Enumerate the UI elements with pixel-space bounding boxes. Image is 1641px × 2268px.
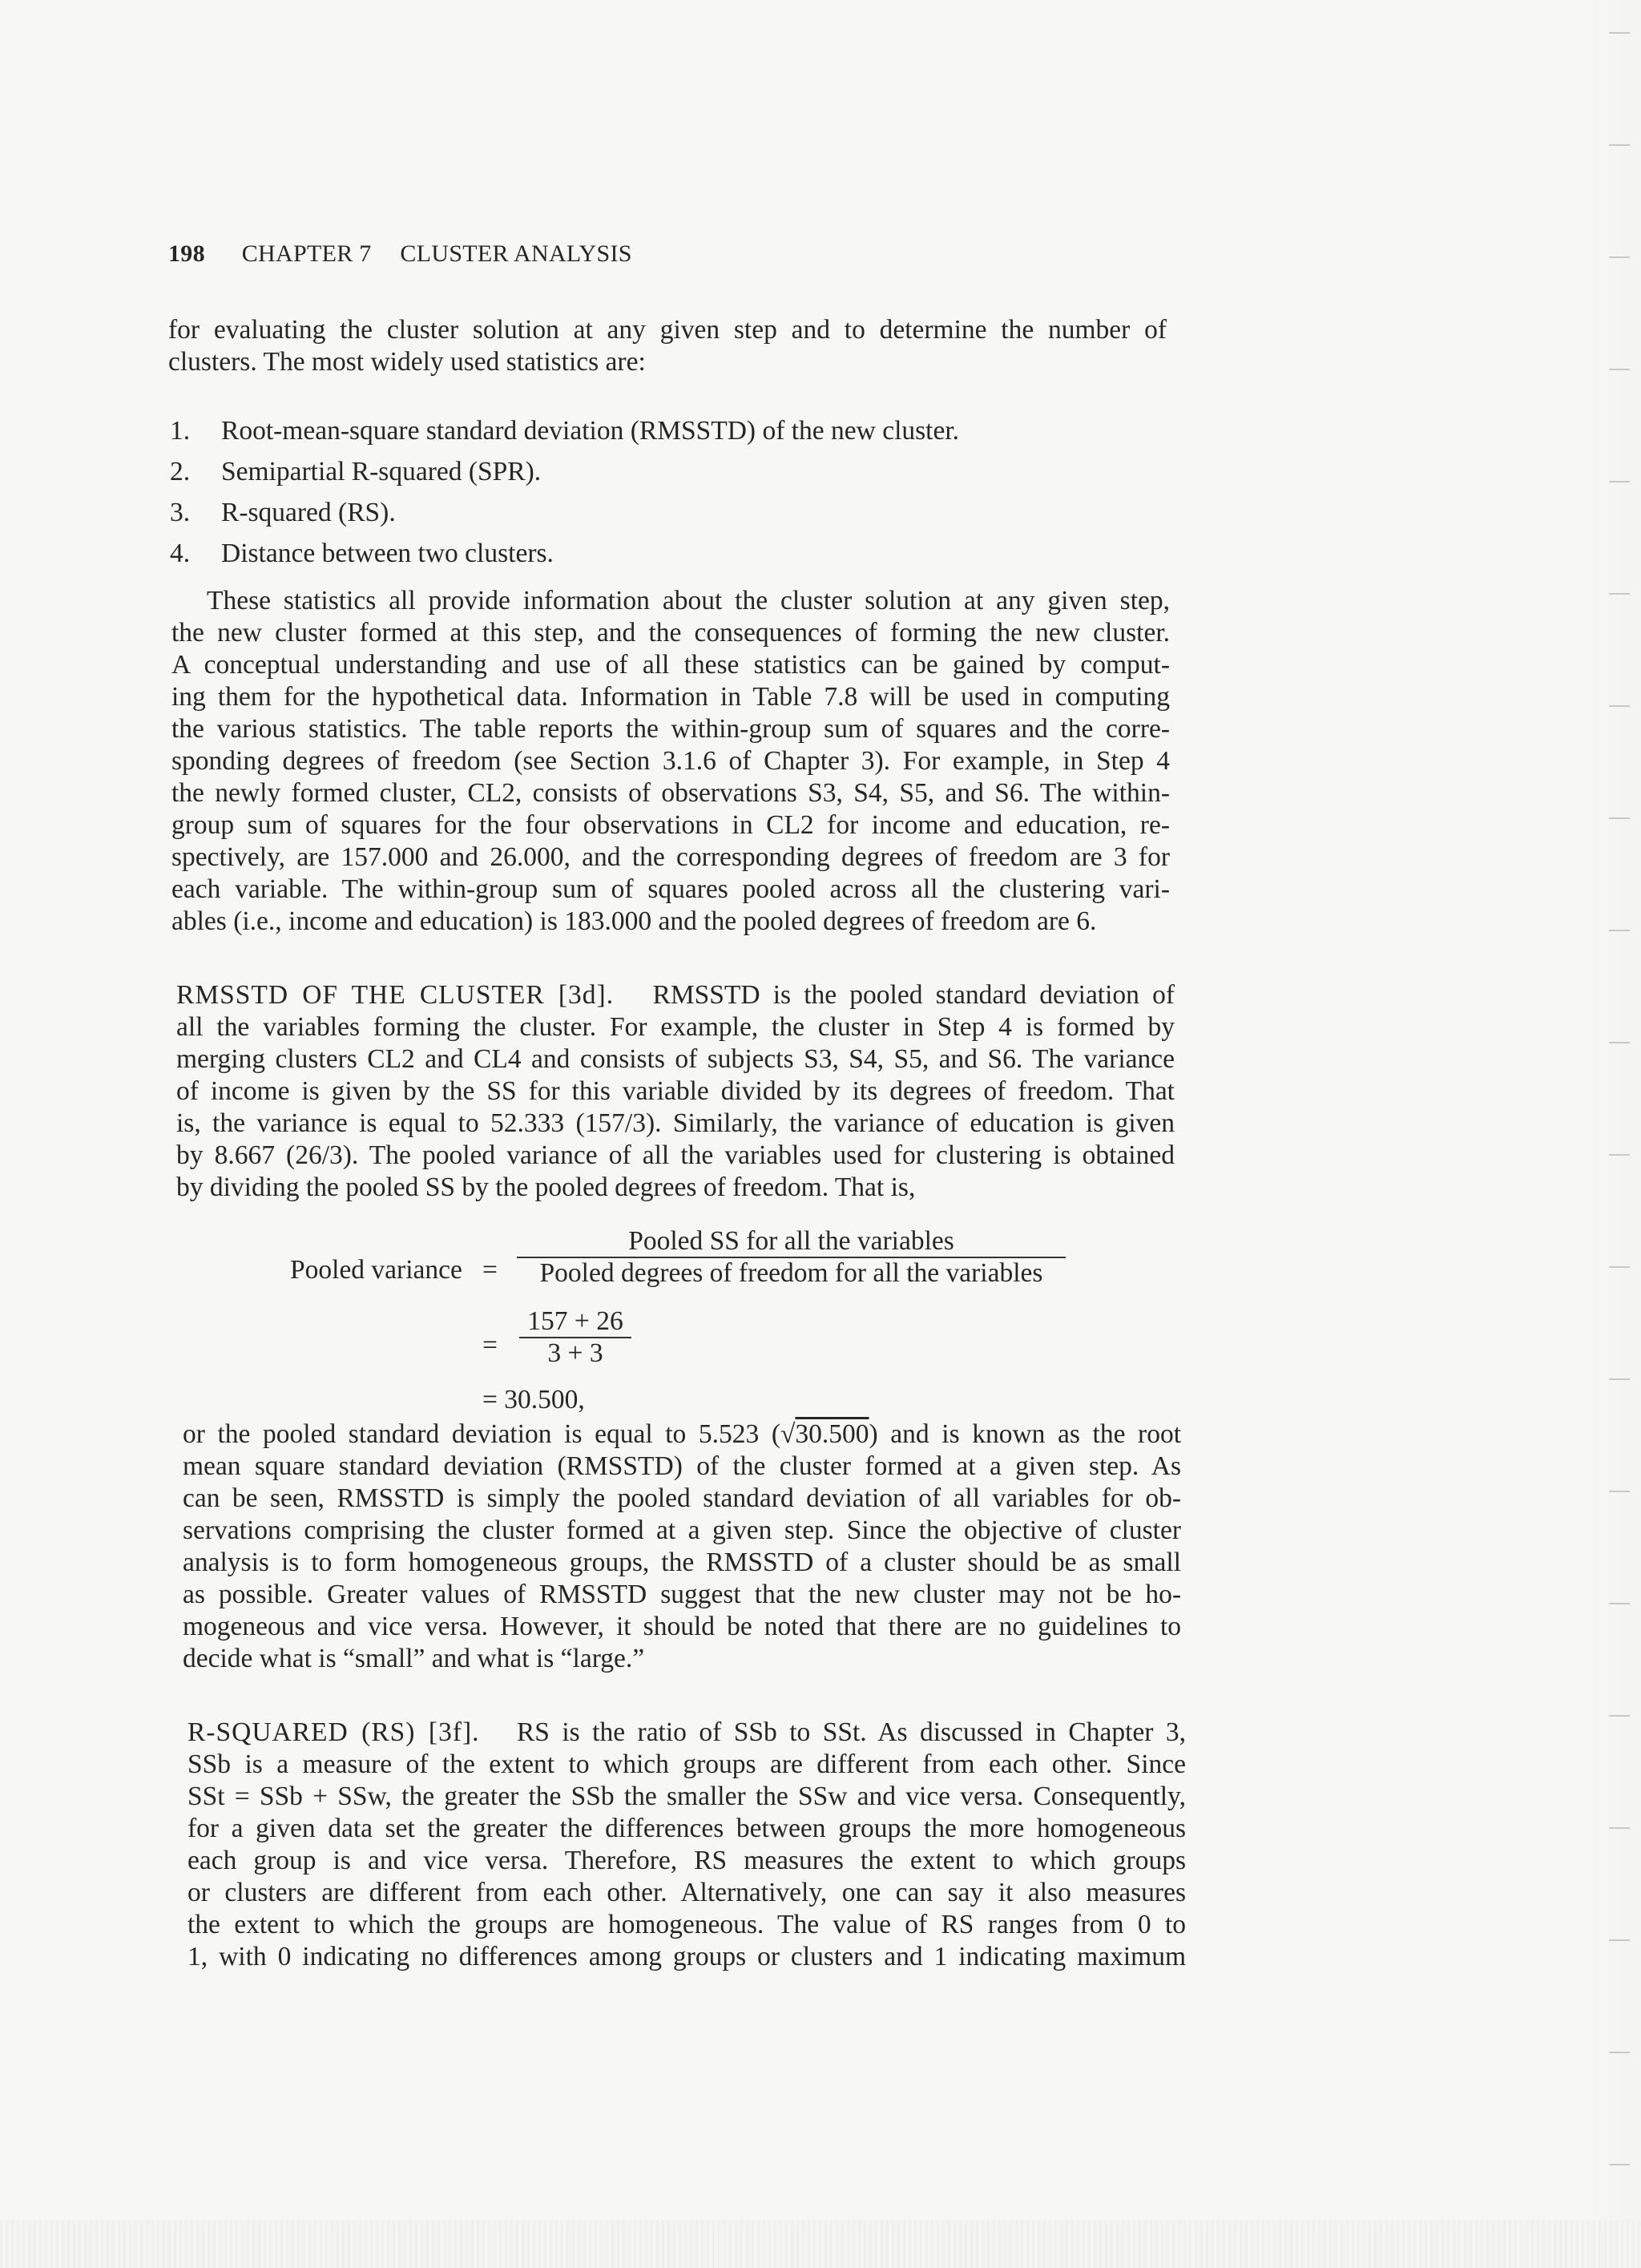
text-line: analysis is to form homogeneous groups, the RMSSTD of a cluster should be as small xyxy=(183,1548,1181,1577)
text-line: by 8.667 (26/3). The pooled variance of all the variables used for clustering is obtained xyxy=(176,1140,1175,1170)
margin-tick xyxy=(1609,2052,1630,2053)
list-number: 1. xyxy=(170,416,191,446)
text-line: all the variables forming the cluster. For example, the cluster in Step 4 is formed by xyxy=(176,1012,1175,1042)
text-line: SSt = SSb + SSw, the greater the SSb the smaller the SSw and vice versa. Consequently, xyxy=(187,1782,1186,1811)
list-number: 4. xyxy=(170,539,191,568)
rmsstd-explanation xyxy=(183,1419,1181,1675)
text-line: A conceptual understanding and use of all these statistics can be gained by comput- xyxy=(171,650,1170,680)
formula-equals: = xyxy=(482,1255,498,1285)
text-line: 1, with 0 indicating no differences among groups or clusters and 1 indicating maximum xyxy=(187,1942,1186,1971)
list-number: 3. xyxy=(170,498,191,527)
text-line: mean square standard deviation (RMSSTD) of the cluster formed at a given step. As xyxy=(183,1451,1181,1481)
margin-tick xyxy=(1609,1378,1630,1380)
rmsstd-section xyxy=(176,979,1175,1204)
sqrt-value: 30.500 xyxy=(795,1419,869,1449)
fraction-denominator: Pooled degrees of freedom for all the variables xyxy=(539,1258,1043,1288)
chapter-title: CLUSTER ANALYSIS xyxy=(400,240,632,267)
text-line: merging clusters CL2 and CL4 and consists of subjects S3, S4, S5, and S6. The variance xyxy=(176,1044,1175,1074)
fraction-denominator: 3 + 3 xyxy=(547,1338,603,1368)
text-line: ables (i.e., income and education) is 183.000 and the pooled degrees of freedom are 6. xyxy=(171,906,1097,936)
running-header xyxy=(168,240,632,268)
text-line: the extent to which the groups are homogeneous. The value of RS ranges from 0 to xyxy=(187,1910,1186,1939)
list-item xyxy=(170,451,959,492)
margin-tick xyxy=(1609,1603,1630,1604)
list-item xyxy=(170,492,959,533)
text-line xyxy=(187,1717,1186,1749)
margin-tick xyxy=(1609,593,1630,595)
margin-tick xyxy=(1609,369,1630,370)
page-edge-shadow xyxy=(1585,0,1641,2268)
margin-tick xyxy=(1609,256,1630,258)
text-line: for a given data set the greater the differences between groups the more homogeneous xyxy=(187,1814,1186,1843)
text-line: as possible. Greater values of RMSSTD suggest that the new cluster may not be ho- xyxy=(183,1580,1181,1609)
text-line: can be seen, RMSSTD is simply the pooled standard deviation of all variables for ob- xyxy=(183,1483,1181,1513)
text-line: each group is and vice versa. Therefore, RS measures the extent to which groups xyxy=(187,1846,1186,1875)
margin-tick xyxy=(1609,930,1630,931)
text-line: mogeneous and vice versa. However, it should be noted that there are no guidelines to xyxy=(183,1612,1181,1641)
margin-tick xyxy=(1609,1715,1630,1717)
text-line xyxy=(176,979,1175,1011)
margin-tick xyxy=(1609,2164,1630,2165)
margin-tick xyxy=(1609,1827,1630,1829)
list-text: Root-mean-square standard deviation (RMSSTD) of the new cluster. xyxy=(221,416,960,446)
margin-tick xyxy=(1609,481,1630,482)
list-item xyxy=(170,410,959,451)
text-line: decide what is “small” and what is “large.” xyxy=(183,1644,645,1673)
text-segment: or the pooled standard deviation is equal to 5.523 ( xyxy=(183,1419,781,1449)
formula-equals: = xyxy=(482,1330,498,1360)
list-text: Semipartial R-squared (SPR). xyxy=(221,457,542,486)
fraction-numerator: Pooled SS for all the variables xyxy=(628,1226,954,1256)
text-line: clusters. The most widely used statistics are: xyxy=(168,347,646,377)
list-number: 2. xyxy=(170,457,191,486)
list-text: Distance between two clusters. xyxy=(221,539,554,568)
list-text: R-squared (RS). xyxy=(221,498,396,527)
intro-paragraph xyxy=(168,314,1167,378)
text-line: group sum of squares for the four observations in CL2 for income and education, re- xyxy=(171,810,1170,840)
text-line xyxy=(183,1419,1181,1451)
text-line: ing them for the hypothetical data. Information in Table 7.8 will be used in computing xyxy=(171,682,1170,712)
chapter-label: CHAPTER 7 xyxy=(241,240,372,267)
text-line: These statistics all provide information about the cluster solution at any given step, xyxy=(207,586,1170,615)
statistics-paragraph xyxy=(171,585,1170,938)
formula-lhs: Pooled variance xyxy=(290,1255,462,1285)
text-line: the newly formed cluster, CL2, consists of observations S3, S4, S5, and S6. The within- xyxy=(171,778,1170,808)
text-line: of income is given by the SS for this variable divided by its degrees of freedom. That xyxy=(176,1076,1175,1106)
text-line: SSb is a measure of the extent to which groups are different from each other. Since xyxy=(187,1749,1186,1779)
page-number: 198 xyxy=(168,240,205,267)
text-line: by dividing the pooled SS by the pooled degrees of freedom. That is, xyxy=(176,1172,916,1202)
statistics-list xyxy=(170,410,959,574)
margin-tick xyxy=(1609,1042,1630,1043)
text-line: spectively, are 157.000 and 26.000, and the corresponding degrees of freedom are 3 for xyxy=(171,842,1170,872)
text-line: servations comprising the cluster formed at a given step. Since the objective of cluster xyxy=(183,1515,1181,1545)
section-heading: R-SQUARED (RS) [3f]. xyxy=(187,1717,480,1747)
rsquared-section xyxy=(187,1717,1186,1973)
formula-fraction-1 xyxy=(517,1226,1066,1289)
text-line: the various statistics. The table reports the within-group sum of squares and the corre- xyxy=(171,714,1170,744)
heading-continuation: RMSSTD is the pooled standard deviation of xyxy=(652,980,1175,1010)
heading-continuation: RS is the ratio of SSb to SSt. As discussed in Chapter 3, xyxy=(516,1717,1187,1747)
text-line: or clusters are different from each other. Alternatively, one can say it also measures xyxy=(187,1878,1186,1907)
margin-tick xyxy=(1609,1491,1630,1492)
margin-tick xyxy=(1609,32,1630,34)
text-line: each variable. The within-group sum of squares pooled across all the clustering vari- xyxy=(171,874,1170,904)
sqrt-icon: √ xyxy=(780,1419,796,1449)
formula-fraction-2 xyxy=(519,1306,631,1369)
fraction-numerator: 157 + 26 xyxy=(527,1306,623,1336)
margin-tick xyxy=(1609,817,1630,819)
text-line: for evaluating the cluster solution at any given step and to determine the number of xyxy=(168,315,1167,345)
margin-tick xyxy=(1609,1266,1630,1268)
text-line: is, the variance is equal to 52.333 (157/3). Similarly, the variance of education is given xyxy=(176,1108,1175,1138)
section-heading: RMSSTD OF THE CLUSTER [3d]. xyxy=(176,980,615,1010)
margin-tick xyxy=(1609,1939,1630,1941)
margin-tick xyxy=(1609,1154,1630,1156)
formula-result: = 30.500, xyxy=(482,1385,585,1414)
text-line: sponding degrees of freedom (see Section 3.1.6 of Chapter 3). For example, in Step 4 xyxy=(171,746,1170,776)
text-line: the new cluster formed at this step, and the consequences of forming the new cluster. xyxy=(171,618,1170,648)
margin-tick xyxy=(1609,144,1630,146)
margin-tick xyxy=(1609,705,1630,707)
list-item xyxy=(170,533,959,574)
text-segment: ) and is known as the root xyxy=(869,1419,1181,1449)
scan-bottom-band xyxy=(0,2220,1641,2268)
